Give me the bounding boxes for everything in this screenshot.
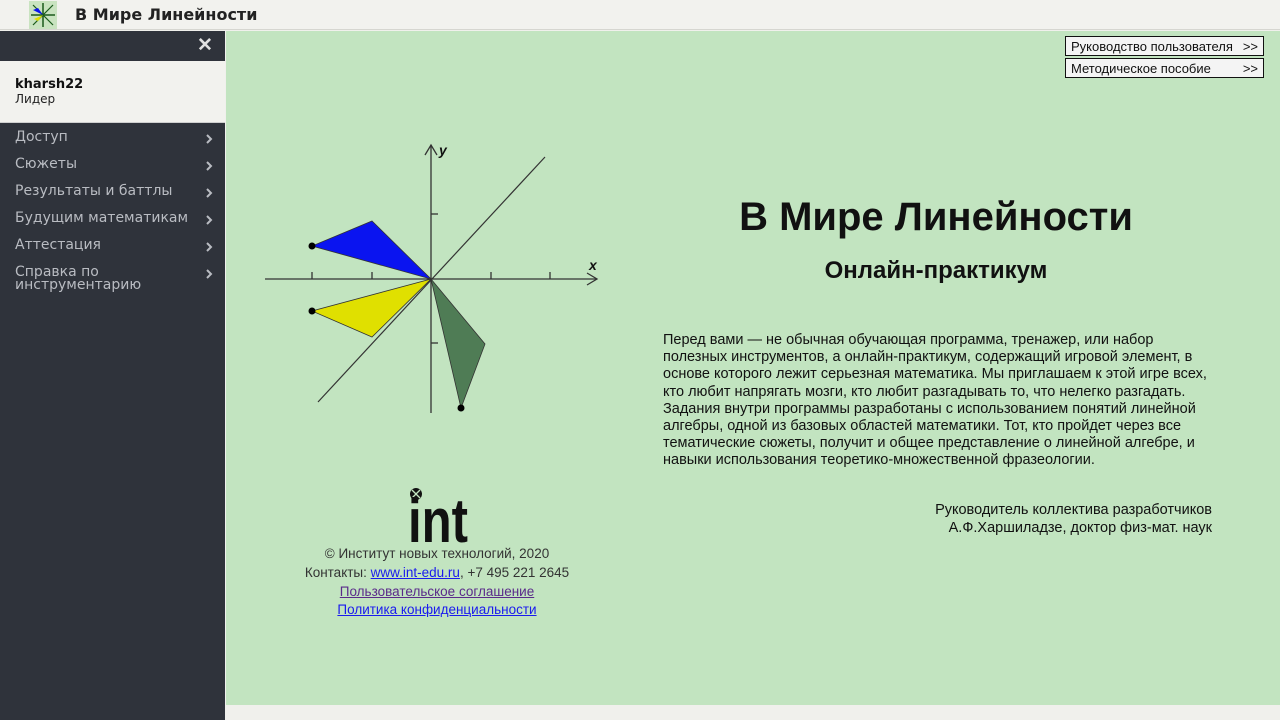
sidebar-item-label: Доступ (15, 129, 68, 145)
close-sidebar-button[interactable] (196, 36, 214, 56)
chevron-right-icon (204, 213, 214, 227)
green-triangle (431, 279, 485, 408)
signature (826, 502, 1212, 537)
int-logo-text: int (408, 487, 468, 556)
sidebar-item-label: Аттестация (15, 237, 101, 253)
green-vertex-dot (458, 405, 465, 412)
method-guide-button[interactable] (1065, 58, 1264, 78)
user-role: Лидер (15, 92, 56, 106)
sidebar-item-tools-help[interactable] (0, 264, 225, 304)
sidebar-item-label: Будущим математикам (15, 210, 189, 226)
linear-transform-graph (263, 141, 603, 421)
user-guide-arrow: >> (1242, 39, 1258, 54)
top-bar (0, 0, 1280, 30)
blue-vertex-dot (309, 243, 316, 250)
app-title: В Мире Линейности (75, 5, 258, 24)
blue-triangle (312, 221, 431, 279)
sidebar-item-attestation[interactable] (0, 237, 225, 264)
sidebar-item-stories[interactable] (0, 156, 225, 183)
method-guide-label: Методическое пособие (1071, 61, 1211, 76)
chevron-right-icon (204, 240, 214, 254)
page-title: В Мире Линейности (739, 195, 1133, 239)
yellow-triangle (312, 279, 431, 337)
chevron-right-icon (204, 159, 214, 173)
privacy-policy-link[interactable]: Политика конфиденциальности (337, 602, 537, 617)
user-guide-button[interactable] (1065, 36, 1264, 56)
int-logo (408, 487, 468, 556)
main-content (226, 31, 1280, 705)
user-panel (0, 61, 225, 123)
chevron-right-icon (204, 132, 214, 146)
copyright: © Институт новых технологий, 2020 (324, 546, 550, 561)
star-compass-icon[interactable] (29, 1, 57, 29)
method-guide-arrow: >> (1242, 61, 1258, 76)
bottom-strip (226, 705, 1280, 720)
x-axis-label: x (589, 257, 597, 273)
user-name: kharsh22 (15, 77, 84, 92)
user-guide-label: Руководство пользователя (1071, 39, 1233, 54)
sidebar-item-label: Результаты и баттлы (15, 183, 173, 199)
sidebar-menu (0, 129, 225, 304)
contacts-prefix: Контакты: (304, 565, 371, 580)
contacts (276, 565, 598, 580)
signature-line1: Руководитель коллектива разработчиков (935, 502, 1212, 518)
chevron-right-icon (204, 267, 214, 281)
close-icon: ✕ (197, 35, 213, 56)
sidebar (0, 31, 225, 720)
y-axis-label: y (439, 142, 447, 158)
page-subtitle: Онлайн-практикум (824, 257, 1048, 284)
website-link[interactable]: www.int-edu.ru (370, 565, 460, 580)
signature-line2: А.Ф.Харшиладзе, доктор физ-мат. наук (948, 519, 1212, 536)
user-agreement-link[interactable]: Пользовательское соглашение (339, 584, 535, 599)
sidebar-item-access[interactable] (0, 129, 225, 156)
chevron-right-icon (204, 186, 214, 200)
contacts-phone: , +7 495 221 2645 (459, 565, 570, 580)
intro-text: Перед вами — не обычная обучающая программа, тренажер, или набор полезных инструментов, а онлайн-практикум, содержащий игровой элемент, в основе которого лежит серьезная математика. Мы приглашаем к этой игре всех, кто любит напрягать мозги, кто любит разгадывать то, что нелегко разгадать. Задания внутри программы разработаны с использованием понятий линейной алгебры, одной из базовых областей математики. Тот, кто пройдет через все тематические сюжеты, получит и общее представление о линейной алгебре, и навыки использования теоретико-множественной фразеологии. (663, 332, 1207, 469)
sidebar-item-label: Справка по инструментарию (15, 264, 142, 293)
sidebar-item-results[interactable] (0, 183, 225, 210)
yellow-vertex-dot (309, 308, 316, 315)
sidebar-item-future-math[interactable] (0, 210, 225, 237)
sidebar-item-label: Сюжеты (15, 156, 77, 172)
